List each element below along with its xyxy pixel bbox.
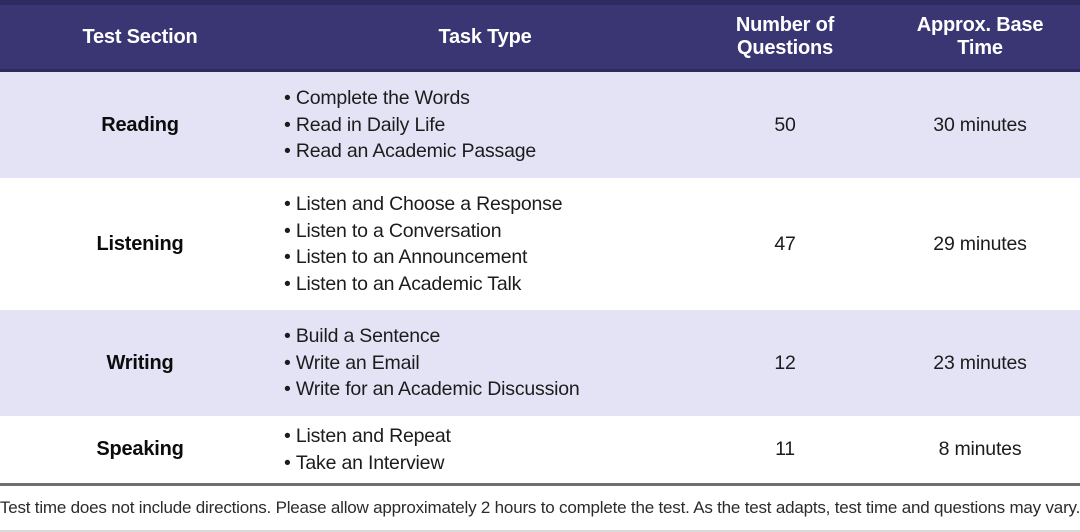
column-header-label: Test Section <box>82 25 198 48</box>
task-list <box>284 423 451 476</box>
column-header-label: Number of Questions <box>735 14 835 59</box>
task-list <box>284 323 580 403</box>
task-item: • Listen and Repeat <box>284 423 451 450</box>
section-name-cell: Speaking <box>96 438 184 460</box>
column-header-test-section <box>0 5 280 69</box>
task-item: • Take an Interview <box>284 450 451 477</box>
questions-count-cell: 11 <box>775 438 795 460</box>
questions-count-cell: 47 <box>774 232 796 255</box>
task-list <box>284 85 536 165</box>
task-type-cell <box>280 416 690 483</box>
base-time-cell: 29 minutes <box>933 232 1027 255</box>
task-item: • Read in Daily Life <box>284 112 536 139</box>
task-item: • Build a Sentence <box>284 323 580 350</box>
section-name-cell: Writing <box>106 351 174 374</box>
table-row-speaking <box>0 416 1080 483</box>
task-item: • Write an Email <box>284 350 580 377</box>
questions-count-cell: 50 <box>774 113 796 136</box>
task-type-cell <box>280 310 690 416</box>
column-header-label: Task Type <box>438 25 532 48</box>
section-name-cell: Reading <box>101 113 179 136</box>
table-footnote <box>0 486 1080 532</box>
table-header-row <box>0 0 1080 72</box>
base-time-cell: 30 minutes <box>933 113 1027 136</box>
base-time-cell: 8 minutes <box>938 438 1022 460</box>
task-type-cell <box>280 178 690 310</box>
task-item: • Complete the Words <box>284 85 536 112</box>
task-list <box>284 191 562 297</box>
column-header-number-of-questions <box>690 5 880 69</box>
table-row-reading <box>0 72 1080 178</box>
column-header-approx-base-time <box>880 5 1080 69</box>
task-type-cell <box>280 72 690 178</box>
task-item: • Listen to an Announcement <box>284 244 562 271</box>
questions-count-cell: 12 <box>774 351 796 374</box>
task-item: • Read an Academic Passage <box>284 138 536 165</box>
column-header-task-type <box>280 5 690 69</box>
section-name-cell: Listening <box>96 232 184 255</box>
base-time-cell: 23 minutes <box>933 351 1027 374</box>
table-row-listening <box>0 178 1080 310</box>
footnote-text: Test time does not include directions. Please allow approximately 2 hours to complete the test. As the test adapts, test time and questions may vary. <box>0 498 1080 517</box>
column-header-label: Approx. Base Time <box>916 14 1044 59</box>
task-item: • Write for an Academic Discussion <box>284 376 580 403</box>
task-item: • Listen to a Conversation <box>284 218 562 245</box>
task-item: • Listen and Choose a Response <box>284 191 562 218</box>
task-item: • Listen to an Academic Talk <box>284 271 562 298</box>
table-row-writing <box>0 310 1080 416</box>
